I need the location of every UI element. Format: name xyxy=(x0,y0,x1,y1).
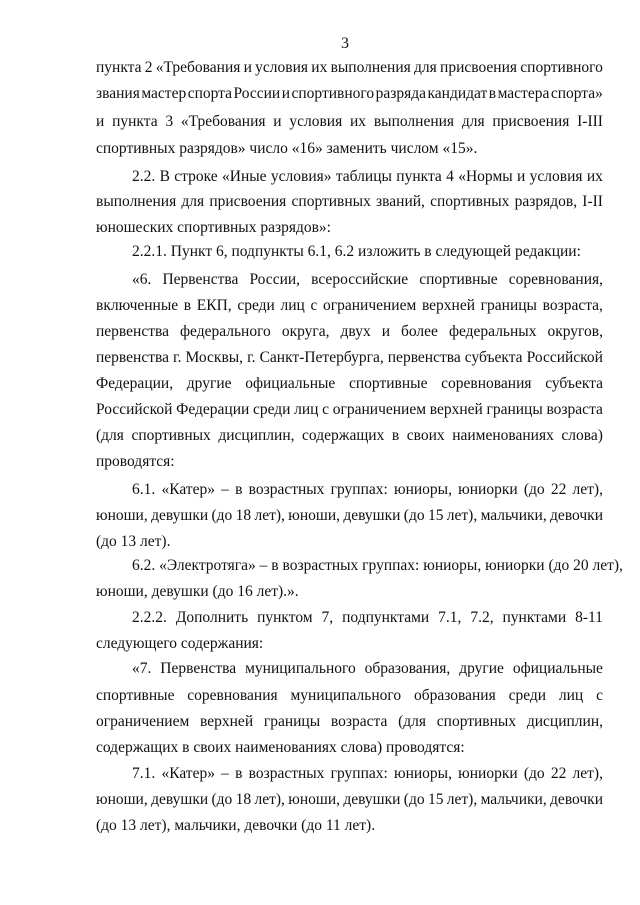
word: с xyxy=(322,401,330,418)
word: среди xyxy=(237,297,275,314)
word: «Нормы xyxy=(458,168,513,185)
word: пунктами xyxy=(502,609,567,626)
word: выполнения xyxy=(96,193,177,210)
word: лиц xyxy=(294,401,319,418)
word: (для xyxy=(398,713,427,730)
word: 7.1. xyxy=(132,765,156,782)
word: «Требования xyxy=(180,113,266,130)
word: группах: xyxy=(330,481,388,498)
word: Российской xyxy=(96,401,173,418)
word: субъекта xyxy=(464,349,523,366)
word: присвоения xyxy=(492,113,570,130)
word: лет), xyxy=(254,507,285,524)
word: верхней xyxy=(429,401,483,418)
word: с xyxy=(310,297,318,314)
word: соревнования, xyxy=(508,271,603,288)
text-line-4: спортивных разрядов» число «16» заменить числом «15». xyxy=(96,140,478,157)
word: мальчики, xyxy=(480,791,547,808)
word: (до xyxy=(403,791,425,808)
word: подпунктами xyxy=(342,609,430,626)
word: 7, xyxy=(321,609,334,626)
word: ЕКП, xyxy=(196,297,232,314)
word: муниципального xyxy=(290,687,402,704)
text-line-18 xyxy=(96,506,603,526)
word: лет), xyxy=(446,791,478,808)
word: образования xyxy=(413,687,496,704)
word: ограничением xyxy=(323,297,417,314)
word: «Катер» xyxy=(161,765,215,782)
word: условия xyxy=(529,168,583,185)
word: выполнения xyxy=(330,59,411,76)
text-line-13 xyxy=(96,374,603,394)
word: «7. xyxy=(132,660,152,677)
text-line-26 xyxy=(96,712,603,732)
word: юниоры, xyxy=(394,481,452,498)
word: спортивных xyxy=(131,427,211,444)
word: спортивные xyxy=(349,375,428,392)
word: содержащих xyxy=(302,427,385,444)
text-line-3 xyxy=(96,112,603,132)
word: (до xyxy=(523,481,545,498)
word: «Требования xyxy=(155,59,241,76)
word: Дополнить xyxy=(175,609,249,626)
word: (до xyxy=(523,765,545,782)
word: 2.2. xyxy=(132,168,156,185)
word: разряда xyxy=(375,85,427,102)
word: официальные xyxy=(245,375,336,392)
word: округа, xyxy=(281,323,330,340)
word: звания xyxy=(96,85,140,102)
word: возраста, xyxy=(542,297,603,314)
word: их xyxy=(586,168,603,185)
word: лет), xyxy=(254,791,285,808)
word: двух xyxy=(340,323,371,340)
word: России xyxy=(233,85,281,102)
word: возрастных xyxy=(248,765,325,782)
word: 2.2.2. xyxy=(132,609,167,626)
word: границы xyxy=(480,297,537,314)
word: мастера xyxy=(497,85,550,102)
word: среди xyxy=(508,687,547,704)
word: спортивные xyxy=(96,687,175,704)
word: спортивных xyxy=(436,713,517,730)
word: г. xyxy=(247,349,256,366)
word: юноши, xyxy=(288,507,341,524)
word: г. xyxy=(173,349,182,366)
word: «Катер» xyxy=(161,481,215,498)
word: выполнения xyxy=(373,113,455,130)
word: званий, xyxy=(376,193,425,210)
word: условия xyxy=(255,59,309,76)
text-line-20: 6.2. «Электротяга» – в возрастных группах: юниоры, юниорки (до 20 лет), xyxy=(132,557,623,574)
word: 6.1. xyxy=(132,481,156,498)
text-line-22 xyxy=(132,608,603,628)
word: 2 xyxy=(144,59,153,76)
word: в xyxy=(235,765,243,782)
word: 15 xyxy=(427,791,444,808)
text-line-8: 2.2.1. Пункт 6, подпункты 6.1, 6.2 изложить в следующей редакции: xyxy=(132,243,581,260)
text-line-10 xyxy=(96,296,603,316)
word: другие xyxy=(186,375,232,392)
text-line-27: содержащих в своих наименованиях слова) проводятся: xyxy=(96,739,465,756)
word: соревнования xyxy=(441,375,532,392)
word: федерального xyxy=(179,323,271,340)
word: 22 xyxy=(550,765,567,782)
word: 22 xyxy=(550,481,567,498)
word: субъекта xyxy=(545,375,603,392)
word: девушки xyxy=(343,507,401,524)
word: первенства xyxy=(96,323,169,340)
word: – xyxy=(221,765,229,782)
word: I-II xyxy=(582,193,603,210)
word: всероссийские xyxy=(311,271,409,288)
word: кандидат xyxy=(427,85,488,102)
text-line-17 xyxy=(132,480,603,500)
word: юноши, xyxy=(96,507,148,524)
word: первенства xyxy=(96,349,169,366)
word: границы xyxy=(486,401,543,418)
word: пункта xyxy=(112,113,158,130)
word: официальные xyxy=(512,660,603,677)
word: спортивного xyxy=(291,85,375,102)
word: пункта xyxy=(96,59,142,76)
word: России, xyxy=(249,271,301,288)
word: мальчики, xyxy=(480,507,547,524)
word: и xyxy=(243,59,252,76)
word: присвоения xyxy=(440,59,518,76)
word: своих xyxy=(406,427,445,444)
word: их xyxy=(311,59,328,76)
word: присвоения xyxy=(209,193,287,210)
word: среди xyxy=(252,401,291,418)
word: юноши, xyxy=(288,791,341,808)
word: спорта xyxy=(187,85,233,102)
word: спортивные xyxy=(419,271,498,288)
word: девушки xyxy=(343,791,401,808)
word: Первенства xyxy=(162,271,239,288)
word: девушки xyxy=(151,507,209,524)
word: для xyxy=(414,59,437,76)
text-line-28 xyxy=(132,764,603,784)
text-line-19: (до 13 лет). xyxy=(96,533,171,550)
text-line-29 xyxy=(96,790,603,810)
word: юноши, xyxy=(96,791,148,808)
word: лет), xyxy=(572,765,603,782)
word: для xyxy=(461,113,485,130)
word: лет), xyxy=(446,507,478,524)
word: ограничением xyxy=(332,401,427,418)
word: спортивного xyxy=(520,59,603,76)
word: пункта xyxy=(396,168,442,185)
word: В xyxy=(159,168,170,185)
word: 18 xyxy=(235,791,252,808)
word: муниципального xyxy=(245,660,356,677)
text-line-12 xyxy=(96,348,603,368)
word: и xyxy=(517,168,526,185)
word: юниорки xyxy=(458,481,518,498)
word: девочки xyxy=(550,507,603,524)
word: и xyxy=(273,113,282,130)
word: 7.1, xyxy=(438,609,462,626)
word: другие xyxy=(459,660,504,677)
word: наименованиях xyxy=(452,427,554,444)
word: юниорки xyxy=(458,765,518,782)
word: и xyxy=(96,113,105,130)
word: юниоры, xyxy=(394,765,452,782)
word: в xyxy=(488,85,497,102)
text-line-2 xyxy=(96,84,603,104)
word: разрядов, xyxy=(514,193,578,210)
word: округов, xyxy=(547,323,603,340)
word: 4 xyxy=(446,168,454,185)
text-line-16: проводятся: xyxy=(96,453,175,470)
word: лет), xyxy=(572,481,603,498)
page-number: 3 xyxy=(341,35,349,52)
word: соревнования xyxy=(187,687,278,704)
text-line-6 xyxy=(96,192,603,212)
word: – xyxy=(221,481,229,498)
word: спорта» xyxy=(550,85,603,102)
word: образования, xyxy=(364,660,451,677)
word: условия xyxy=(289,113,343,130)
word: в xyxy=(235,481,243,498)
word: строке xyxy=(174,168,218,185)
text-line-14 xyxy=(96,400,603,420)
word: Санкт-Петербурга, xyxy=(259,349,384,366)
text-line-7: юношеских спортивных разрядов»: xyxy=(96,219,331,236)
word: в xyxy=(183,297,192,314)
word: возраста xyxy=(546,401,603,418)
word: лиц xyxy=(280,297,305,314)
word: группах: xyxy=(330,765,388,782)
word: спортивных xyxy=(291,193,371,210)
word: Российской xyxy=(526,349,603,366)
word: 18 xyxy=(235,507,252,524)
word: Федерации, xyxy=(96,375,174,392)
text-line-11 xyxy=(96,322,603,342)
word: «Иные xyxy=(222,168,267,185)
word: их xyxy=(350,113,367,130)
word: (до xyxy=(403,507,425,524)
word: для xyxy=(181,193,205,210)
word: мастер xyxy=(141,85,187,102)
word: I-III xyxy=(577,113,603,130)
word: возрастных xyxy=(248,481,325,498)
word: слова) xyxy=(561,427,603,444)
word: и xyxy=(381,323,390,340)
word: 7.2, xyxy=(470,609,494,626)
word: лиц xyxy=(558,687,584,704)
word: 15 xyxy=(427,507,444,524)
word: 3 xyxy=(165,113,174,130)
text-line-1 xyxy=(96,58,603,78)
word: ограничением xyxy=(96,713,190,730)
word: «6. xyxy=(132,271,152,288)
word: в xyxy=(391,427,400,444)
word: Первенства xyxy=(160,660,237,677)
word: пунктом xyxy=(257,609,313,626)
word: (до xyxy=(211,507,233,524)
word: девушки xyxy=(151,791,209,808)
word: границы xyxy=(263,713,321,730)
word: включенные xyxy=(96,297,179,314)
word: Москвы, xyxy=(185,349,244,366)
word: более xyxy=(401,323,438,340)
word: верхней xyxy=(200,713,254,730)
text-line-5 xyxy=(132,167,603,187)
word: спортивных xyxy=(430,193,510,210)
text-line-15 xyxy=(96,426,603,446)
word: первенства xyxy=(387,349,461,366)
word: таблицы xyxy=(335,168,392,185)
text-line-23: следующего содержания: xyxy=(96,635,264,652)
word: федеральных xyxy=(448,323,537,340)
word: (для xyxy=(96,427,124,444)
text-line-24 xyxy=(132,659,603,679)
word: условия» xyxy=(270,168,332,185)
word: дисциплин, xyxy=(526,713,603,730)
word: возраста xyxy=(330,713,388,730)
word: девочки xyxy=(550,791,603,808)
word: 8-11 xyxy=(575,609,603,626)
word: верхней xyxy=(421,297,476,314)
word: дисциплин, xyxy=(218,427,295,444)
word: и xyxy=(281,85,291,102)
text-line-25 xyxy=(96,686,603,706)
text-line-30: (до 13 лет), мальчики, девочки (до 11 лет). xyxy=(96,817,376,834)
word: Федерации xyxy=(176,401,250,418)
word: с xyxy=(596,687,603,704)
text-line-21: юноши, девушки (до 16 лет).». xyxy=(96,583,299,600)
text-line-9 xyxy=(132,270,603,290)
word: (до xyxy=(211,791,233,808)
